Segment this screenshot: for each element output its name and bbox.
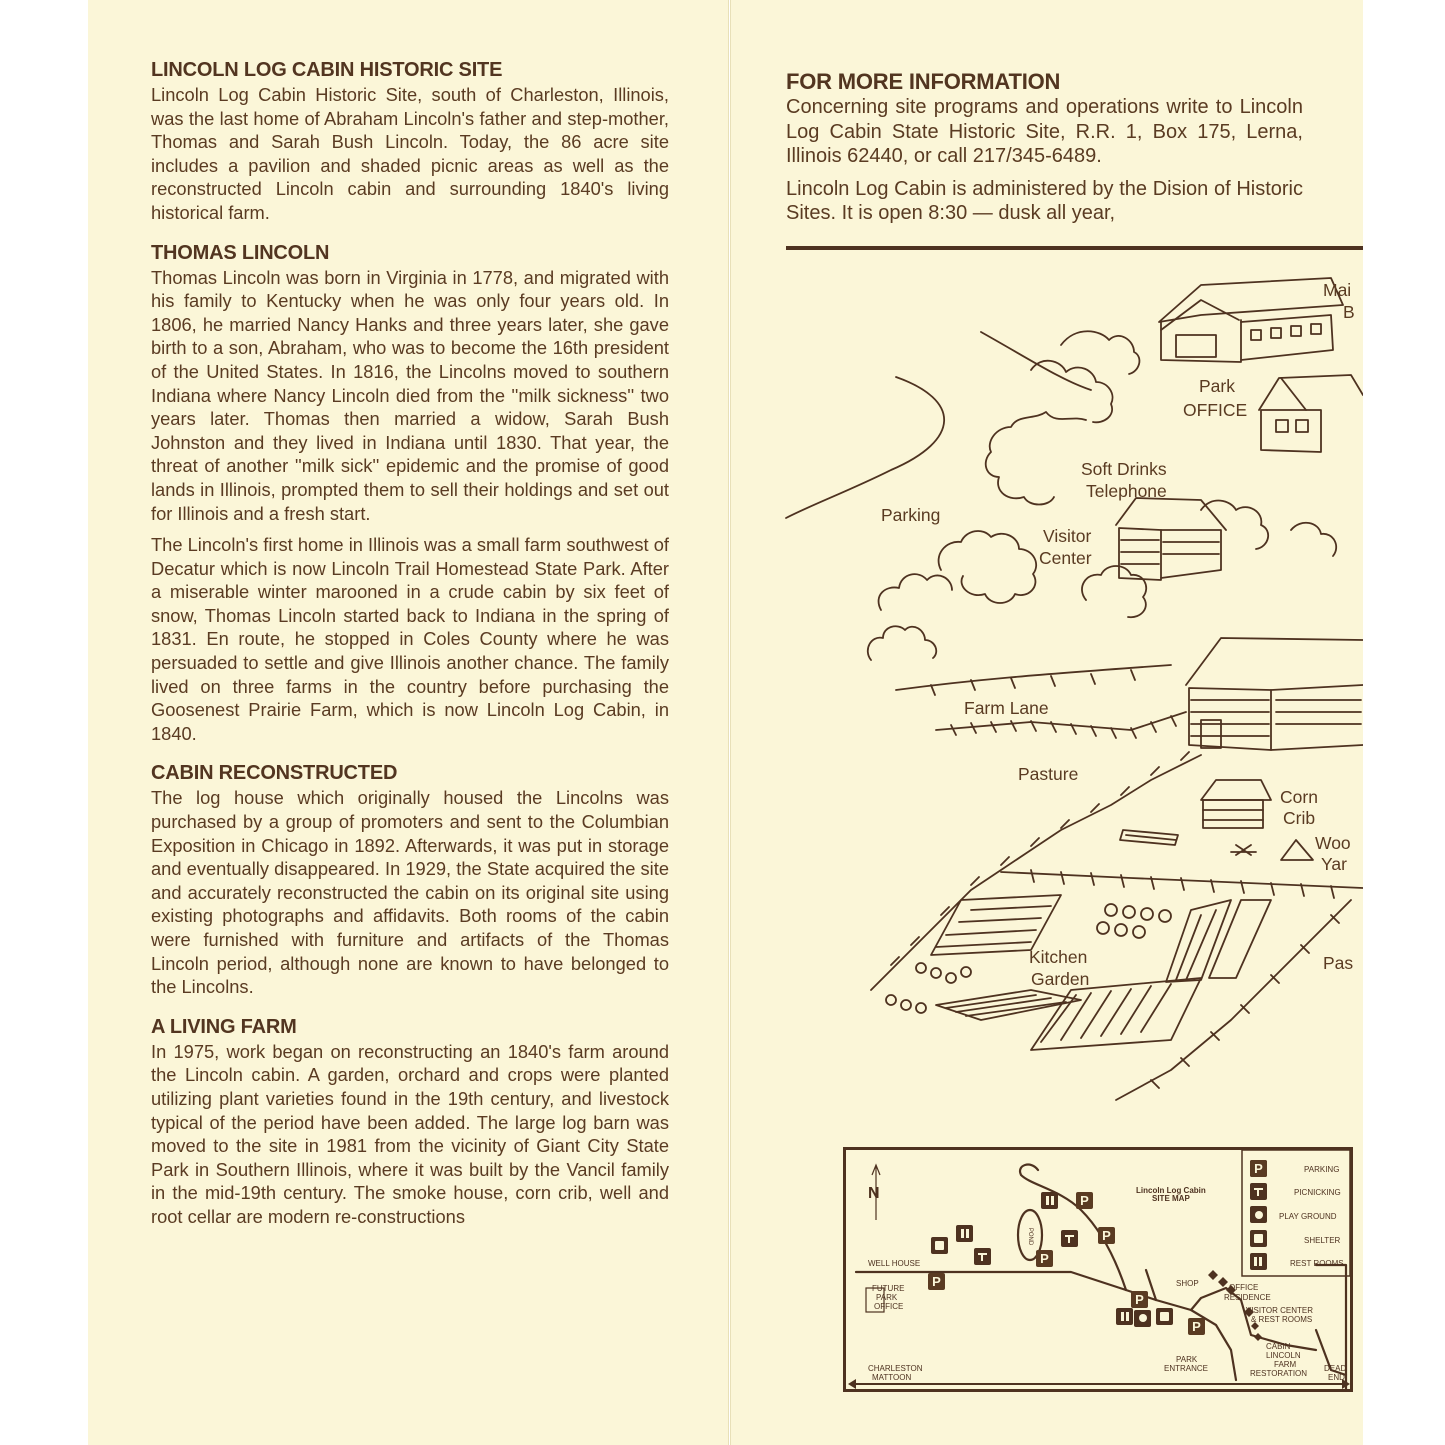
left-page	[88, 0, 729, 1445]
label-visitor-center: VISITOR CENTER	[1246, 1306, 1313, 1315]
visitor-center-building	[1116, 498, 1226, 580]
icon-restroom-2	[1041, 1192, 1058, 1209]
section-paragraph: Lincoln Log Cabin Historic Site, south of Charleston, Illinois, was the last home of Abraham Lincoln's father and step-mother, Thomas and Sarah Bush Lincoln. Today, the 86 acre site includes a pavilion and shaded picnic areas as well as the reconstructed Lincoln cabin and surrounding 1840's living historical farm.	[151, 84, 669, 223]
section-paragraph: The Lincoln's first home in Illinois was a small farm southwest of Decatur which is now Lincoln Trail Homestead State Park. After a miserable winter marooned in a crude cabin by six feet of snow, Thomas Lincoln started back to Indiana in the spring of 1831. En route, he stopped in Coles County where he was persuaded to settle and give Illinois another chance. The family lived on three farms in the country before purchasing the Goosenest Prairie Farm, which is now Lincoln Log Cabin, in 1840.	[151, 534, 669, 744]
parking-marker-6: P	[1188, 1318, 1205, 1335]
info-heading: FOR MORE INFORMATION	[786, 69, 1061, 94]
map-label-main-2: B	[1343, 302, 1355, 322]
label-residence: RESIDENCE	[1224, 1293, 1271, 1302]
label-restoration: RESTORATION	[1250, 1369, 1308, 1378]
label-lincoln: LINCOLN	[1266, 1351, 1301, 1360]
right-page	[730, 0, 1363, 1445]
site-map-subtitle: SITE MAP	[1152, 1194, 1190, 1203]
icon-restroom-3	[1116, 1308, 1133, 1325]
legend-restroom-icon	[1250, 1253, 1267, 1270]
map-label-corn: Corn	[1280, 787, 1318, 807]
map-label-crib: Crib	[1283, 808, 1316, 828]
map-label-wood: Woo	[1315, 833, 1351, 853]
parking-marker-4: P	[928, 1273, 945, 1290]
map-label-center: Center	[1039, 548, 1092, 568]
label-dead: DEAD	[1324, 1364, 1347, 1373]
section-paragraph: The log house which originally housed the Lincolns was purchased by a group of promoters and sent to the Columbian Exposition in Chicago in 1892. Afterwards, it was put in storage and eventually disappeared. In 1929, the State acquired the site and accurately reconstructed the cabin on its original site using existing photographs and affidavits. Both rooms of the cabin were furnished with furniture and artifacts of the Thomas Lincoln period, although none are known to have belonged to the Lincolns.	[151, 787, 669, 998]
label-well-house: WELL HOUSE	[868, 1259, 921, 1268]
kitchen-garden-beds	[931, 895, 1271, 1050]
main-building	[1159, 278, 1343, 362]
map-label-yard: Yar	[1321, 854, 1347, 874]
tree-cluster-9	[1291, 523, 1336, 556]
lumber-stack	[1120, 830, 1178, 845]
path-line	[981, 332, 1091, 390]
legend-restroom-label: REST ROOMS	[1290, 1259, 1344, 1268]
tree-cluster-4	[939, 531, 1037, 603]
label-office-2: OFFICE	[1229, 1283, 1259, 1292]
road-curve	[786, 377, 944, 518]
bottom-road-line	[852, 1383, 1344, 1385]
map-label-pasture: Pasture	[1018, 764, 1079, 784]
tree-cluster-5	[879, 574, 952, 610]
map-label-parking: Parking	[881, 505, 941, 525]
map-label-garden: Garden	[1031, 969, 1090, 989]
map-label-park: Park	[1199, 376, 1235, 396]
section-heading: THOMAS LINCOLN	[151, 241, 330, 264]
woodpile	[1281, 840, 1313, 860]
log-barn	[1186, 638, 1363, 750]
farm-illustration	[731, 260, 1363, 1130]
label-future: FUTURE	[872, 1284, 905, 1293]
site-map-title: Lincoln Log Cabin	[1136, 1186, 1206, 1195]
section-paragraph: Thomas Lincoln was born in Virginia in 1778, and migrated with his family to Kentucky when he was only four years old. In 1806, he married Nancy Hanks and three years later, she gave birth to a son, Abraham, who was to become the 16th president of the United States. In 1816, the Lincolns moved to southern Indiana where Nancy Lincoln died from the ''milk sickness'' two years later. Thomas then married a widow, Sarah Bush Johnston and they lived in Indiana until 1830. That year, the threat of another ''milk sick'' epidemic and the promise of good lands in Illinois, prompted them to sell their holdings and set out for Illinois and a fresh start.	[151, 266, 669, 524]
sawbuck	[1231, 845, 1256, 855]
left-column	[151, 58, 669, 1229]
label-farm: FARM	[1274, 1360, 1297, 1369]
tree-cluster-7	[1082, 566, 1146, 617]
parking-marker-5: P	[1131, 1291, 1148, 1308]
section-paragraph: In 1975, work began on reconstructing an 1840's farm around the Lincoln cabin. A garden, orchard and crops were planted utilizing plant varieties found in the 19th century, and livestock typical of the period have been added. The large log barn was moved to the site in 1981 from the vicinity of Giant City State Park in Southern Illinois, where it was built by the Vancil family in the mid-19th century. The smoke house, corn crib, well and root cellar are modern re-constructions	[151, 1040, 669, 1227]
parking-marker-3: P	[1036, 1250, 1053, 1267]
info-paragraph-2: Lincoln Log Cabin is administered by the Dision of Historic Sites. It is open 8:30 — dusk all year,	[786, 177, 1303, 224]
tree-cluster-6	[868, 626, 936, 660]
map-label-office: OFFICE	[1183, 400, 1248, 420]
label-park-entrance-2: ENTRANCE	[1164, 1364, 1209, 1373]
map-label-telephone: Telephone	[1086, 481, 1167, 501]
parking-marker-2: P	[1098, 1227, 1115, 1244]
map-label-main: Mai	[1323, 280, 1352, 300]
section-heading: LINCOLN LOG CABIN HISTORIC SITE	[151, 59, 503, 81]
map-label-farm-lane: Farm Lane	[964, 698, 1049, 718]
map-label-kitchen: Kitchen	[1029, 947, 1088, 967]
label-park-entrance-1: PARK	[1176, 1355, 1198, 1364]
map-label-pasture-2: Pas	[1323, 953, 1354, 973]
info-paragraph-1: Concerning site programs and operations write to Lincoln Log Cabin State Historic Site, R.R. 1, Box 175, Lerna, Illinois 62440, or call 217/345-6489.	[786, 96, 1303, 167]
north-label: N	[868, 1185, 880, 1202]
info-section	[786, 68, 1303, 226]
section-heading: CABIN RECONSTRUCTED	[151, 762, 398, 785]
fence-right-diagonal	[1116, 900, 1354, 1100]
parking-marker-1: P	[1076, 1192, 1093, 1209]
label-office: OFFICE	[874, 1302, 904, 1311]
section-heading: A LIVING FARM	[151, 1015, 297, 1038]
tree-cluster-1	[986, 412, 1086, 505]
corn-crib-building	[1201, 780, 1271, 828]
legend-shelter-label: SHELTER	[1304, 1236, 1341, 1245]
label-shop: SHOP	[1176, 1279, 1199, 1288]
site-map	[843, 1147, 1353, 1392]
label-rest-rooms: & REST ROOMS	[1251, 1315, 1313, 1324]
fence-long-1	[896, 665, 1171, 690]
park-office-building	[1259, 375, 1363, 452]
pond-label: POND	[1027, 1227, 1034, 1246]
map-label-soft-drinks: Soft Drinks	[1081, 459, 1167, 479]
icon-restroom-1	[956, 1225, 973, 1242]
label-cabin: CABIN	[1266, 1342, 1291, 1351]
map-label-visitor: Visitor	[1043, 526, 1092, 546]
label-end: END	[1328, 1373, 1345, 1382]
label-charleston: CHARLESTON	[868, 1364, 923, 1373]
divider-rule	[786, 246, 1363, 250]
legend-play-label: PLAY GROUND	[1279, 1212, 1337, 1221]
label-park: PARK	[876, 1293, 898, 1302]
label-mattoon: MATTOON	[872, 1373, 912, 1382]
legend-parking-glyph: P	[1250, 1160, 1267, 1177]
legend-parking-label: PARKING	[1304, 1165, 1340, 1174]
legend-picnic-label: PICNICKING	[1294, 1188, 1341, 1197]
